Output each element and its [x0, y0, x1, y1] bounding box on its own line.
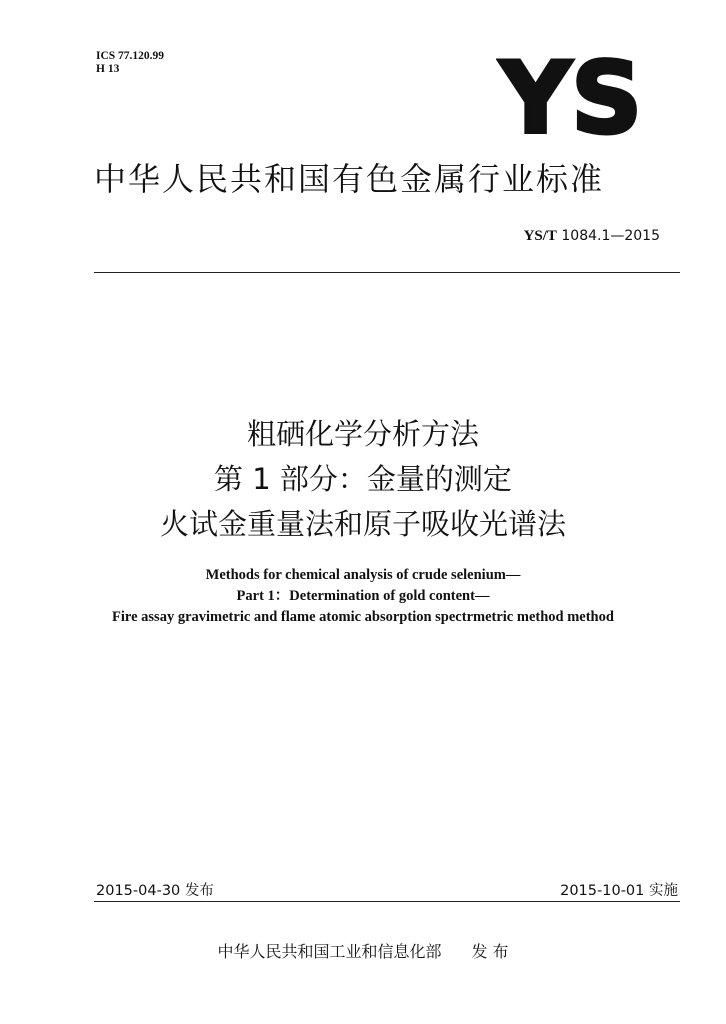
ys-logo [496, 46, 646, 142]
logo-text: YS [498, 46, 642, 142]
standard-code: 1084.1—2015 [561, 228, 660, 244]
standard-number [524, 228, 660, 245]
ccs-code: H 13 [96, 63, 120, 75]
standard-prefix: YS/T [523, 228, 557, 244]
classification-codes [96, 50, 164, 76]
ys-logo-graphic [496, 46, 646, 142]
top-divider [94, 272, 680, 273]
chinese-title-line-1: 粗硒化学分析方法 [246, 417, 479, 451]
issuer-name: 中华人民共和国工业和信息化部 [217, 942, 442, 961]
chinese-title [0, 412, 726, 547]
issuer-action: 发 布 [471, 942, 509, 961]
ics-code: ICS 77.120.99 [96, 50, 165, 62]
english-title-line-2: Part 1：Determination of gold content— [236, 588, 490, 604]
english-title-line-1: Methods for chemical analysis of crude selenium— [205, 567, 521, 583]
publication-date: 2015-04-30 发布 [96, 883, 214, 899]
bottom-divider [94, 901, 680, 902]
english-title [0, 565, 726, 628]
chinese-title-line-2: 第 1 部分：金量的测定 [214, 462, 512, 496]
chinese-title-line-3: 火试金重量法和原子吸收光谱法 [159, 507, 566, 541]
issuer [0, 939, 726, 962]
implementation-date: 2015-10-01 实施 [560, 883, 678, 899]
english-title-line-3: Fire assay gravimetric and flame atomic absorption spectrmetric method method [112, 609, 614, 625]
industry-standard-title: 中华人民共和国有色金属行业标准 [94, 160, 605, 198]
